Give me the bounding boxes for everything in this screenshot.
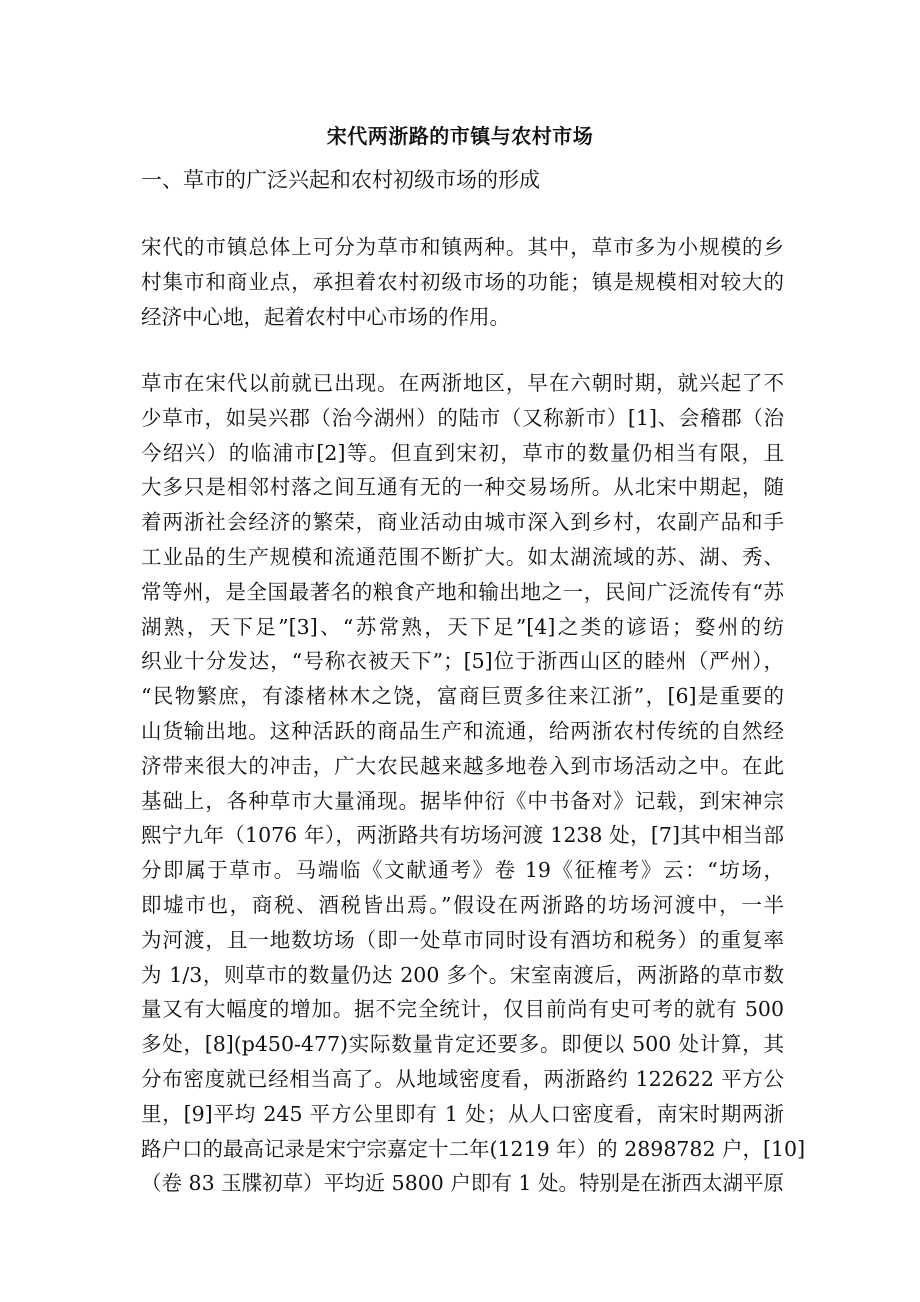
paragraph-line: 村集市和商业点，承担着农村初级市场的功能；镇是规模相对较大的 — [141, 269, 784, 294]
paragraph-caoshi — [141, 366, 806, 1201]
paragraph-line: 大多只是相邻村落之间互通有无的一种交易场所。从北宋中期起，随 — [141, 475, 784, 500]
paragraph-line: 即墟市也，商税、酒税皆出焉。”假设在两浙路的坊场河渡中，一半 — [141, 892, 784, 917]
paragraph-line: 路户口的最高记录是宋宁宗嘉定十二年(1219 年）的 2898782 户，[10] — [141, 1136, 806, 1161]
paragraph-line: 为河渡，且一地数坊场（即一处草市同时设有酒坊和税务）的重复率 — [141, 927, 784, 952]
paragraph-line: 基础上，各种草市大量涌现。据毕仲衍《中书备对》记载，到宋神宗 — [141, 788, 784, 813]
paragraph-line: 为 1/3，则草市的数量仍达 200 多个。宋室南渡后，两浙路的草市数 — [141, 962, 784, 987]
paragraph-line: 草市在宋代以前就已出现。在两浙地区，早在六朝时期，就兴起了不 — [141, 371, 784, 395]
paragraph-line: 里，[9]平均 245 平方公里即有 1 处；从人口密度看，南宋时期两浙 — [141, 1101, 784, 1126]
paragraph-line: 经济中心地，起着农村中心市场的作用。 — [141, 304, 510, 329]
paragraph-line: 着两浙社会经济的繁荣，商业活动由城市深入到乡村，农副产品和手 — [141, 510, 784, 535]
paragraph-line: 分布密度就已经相当高了。从地域密度看，两浙路约 122622 平方公 — [141, 1066, 784, 1091]
document-title: 宋代两浙路的市镇与农村市场 — [326, 124, 594, 148]
paragraph-line: “民物繁庶，有漆楮林木之饶，富商巨贾多往来江浙”，[6]是重要的 — [141, 684, 784, 709]
paragraph-line: 宋代的市镇总体上可分为草市和镇两种。其中，草市多为小规模的乡 — [141, 235, 784, 259]
paragraph-line: 济带来很大的冲击，广大农民越来越多地卷入到市场活动之中。在此 — [141, 753, 784, 778]
paragraph-line: 少草市，如吴兴郡（治今湖州）的陆市（又称新市）[1]、会稽郡（治 — [141, 405, 784, 430]
paragraph-line: 熙宁九年（1076 年），两浙路共有坊场河渡 1238 处，[7]其中相当部 — [141, 823, 784, 848]
paragraph-line: 湖熟，天下足”[3]、“苏常熟，天下足”[4]之类的谚语；婺州的纺 — [141, 614, 784, 639]
paragraph-intro — [141, 230, 784, 334]
paragraph-line: 量又有大幅度的增加。据不完全统计，仅目前尚有史可考的就有 500 — [141, 997, 784, 1022]
paragraph-line: （卷 83 玉牒初草）平均近 5800 户即有 1 处。特别是在浙西太湖平原 — [141, 1171, 784, 1196]
paragraph-line: 多处，[8](p450-477)实际数量肯定还要多。即便以 500 处计算，其 — [141, 1032, 784, 1057]
paragraph-line: 今绍兴）的临浦市[2]等。但直到宋初，草市的数量仍相当有限，且 — [141, 440, 784, 465]
paragraph-line: 工业品的生产规模和流通范围不断扩大。如太湖流域的苏、湖、秀、 — [141, 544, 784, 569]
paragraph-line: 山货输出地。这种活跃的商品生产和流通，给两浙农村传统的自然经 — [141, 718, 784, 743]
paragraph-line: 分即属于草市。马端临《文献通考》卷 19《征榷考》云：“坊场， — [141, 858, 784, 883]
paragraph-line: 常等州，是全国最著名的粮食产地和输出地之一，民间广泛流传有“苏 — [141, 579, 784, 604]
section-heading: 一、草市的广泛兴起和农村初级市场的形成 — [141, 168, 540, 192]
paragraph-line: 织业十分发达，“号称衣被天下”；[5]位于浙西山区的睦州（严州）， — [141, 649, 784, 674]
